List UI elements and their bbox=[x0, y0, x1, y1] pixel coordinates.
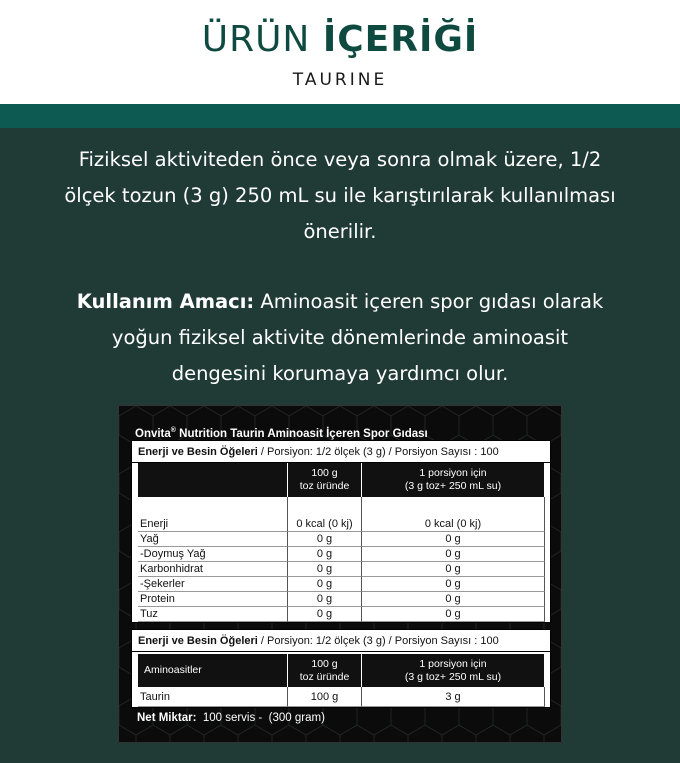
column-header-per-serving-b: (3 g toz+ 250 mL su) bbox=[404, 670, 502, 683]
column-header-per-serving-a: 1 porsiyon için bbox=[419, 467, 487, 479]
row-per-serving: 3 g bbox=[362, 687, 545, 707]
row-name: -Doymuş Yağ bbox=[138, 547, 288, 562]
nutrition-table-header-rest: / Porsiyon: 1/2 ölçek (3 g) / Porsiyon Sayısı : 100 bbox=[257, 446, 499, 458]
row-per100: 0 g bbox=[288, 577, 362, 592]
page-title-light: ÜRÜN bbox=[201, 19, 323, 60]
row-per-serving: 0 g bbox=[362, 577, 545, 592]
page-title bbox=[0, 18, 680, 62]
usage-line-1: Fiziksel aktiviteden önce veya sonra olmak üzere, 1/2 bbox=[78, 148, 602, 171]
row-per100: 0 g bbox=[288, 592, 362, 607]
column-header-per-serving bbox=[362, 654, 545, 687]
label-title-rest: Nutrition Taurin Aminoasit İçeren Spor Gıdası bbox=[175, 427, 428, 440]
column-header-per-serving-b: (3 g toz+ 250 mL su) bbox=[404, 480, 502, 492]
row-name: Karbonhidrat bbox=[138, 562, 288, 577]
row-name: Enerji bbox=[138, 517, 288, 532]
amino-table-header-rest: / Porsiyon: 1/2 ölçek (3 g) / Porsiyon Sayısı : 100 bbox=[257, 635, 499, 647]
purpose-text bbox=[10, 284, 670, 392]
column-header-name bbox=[138, 463, 288, 497]
row-per-serving: 0 g bbox=[362, 562, 545, 577]
row-name: -Şekerler bbox=[138, 577, 288, 592]
row-name: Tuz bbox=[138, 607, 288, 622]
nutrition-table-header bbox=[132, 441, 550, 463]
row-per100: 0 g bbox=[288, 607, 362, 622]
purpose-label: Kullanım Amacı: bbox=[76, 290, 255, 313]
row-per-serving: 0 kcal (0 kj) bbox=[362, 517, 545, 532]
row-per-serving: 0 g bbox=[362, 607, 545, 622]
amino-acid-table bbox=[131, 629, 551, 708]
page-header bbox=[0, 0, 680, 104]
net-quantity-label: Net Miktar: bbox=[137, 712, 197, 724]
amino-table-header-bold: Enerji ve Besin Öğeleri bbox=[138, 635, 258, 647]
purpose-line-1-rest: Aminoasit içeren spor gıdası olarak bbox=[254, 290, 604, 313]
purpose-line-2: yoğun fiziksel aktivite dönemlerinde aminoasit bbox=[111, 326, 569, 349]
column-header-per-serving-a: 1 porsiyon için bbox=[419, 657, 487, 670]
net-quantity-value: 100 servis - (300 gram) bbox=[196, 712, 325, 724]
header-gap bbox=[362, 497, 545, 517]
nutrition-label bbox=[131, 422, 551, 730]
column-header-per100-b: toz üründe bbox=[299, 480, 350, 492]
row-name: Taurin bbox=[138, 687, 288, 707]
column-header-per100-a: 100 g bbox=[311, 467, 338, 479]
row-per-serving: 0 g bbox=[362, 592, 545, 607]
nutrition-table bbox=[131, 440, 551, 623]
column-header-per100-b: toz üründe bbox=[299, 670, 350, 683]
label-title bbox=[131, 422, 551, 440]
column-header-per100 bbox=[288, 463, 362, 497]
amino-table-header bbox=[132, 630, 550, 652]
product-label-image bbox=[118, 405, 562, 743]
page-title-bold: İÇERİĞİ bbox=[322, 19, 479, 60]
column-header-per100-a: 100 g bbox=[311, 657, 338, 670]
nutrition-grid bbox=[138, 463, 550, 622]
header-gap bbox=[138, 497, 288, 517]
row-per100: 0 kcal (0 kj) bbox=[288, 517, 362, 532]
row-per100: 0 g bbox=[288, 532, 362, 547]
amino-grid bbox=[138, 652, 550, 707]
row-name: Protein bbox=[138, 592, 288, 607]
header-gap bbox=[288, 497, 362, 517]
purpose-line-1 bbox=[10, 284, 670, 320]
column-header-per100 bbox=[288, 654, 362, 687]
usage-line-3: önerilir. bbox=[303, 220, 377, 243]
label-brand: Onvita bbox=[135, 427, 171, 440]
row-per100: 0 g bbox=[288, 562, 362, 577]
header-stripe bbox=[0, 104, 680, 128]
page-subtitle: TAURINE bbox=[292, 70, 388, 90]
purpose-line-3: dengesini korumaya yardımcı olur. bbox=[171, 362, 509, 385]
row-per100: 0 g bbox=[288, 547, 362, 562]
nutrition-table-header-bold: Enerji ve Besin Öğeleri bbox=[138, 446, 258, 458]
net-quantity bbox=[131, 708, 551, 728]
row-name: Yağ bbox=[138, 532, 288, 547]
registered-mark: ® bbox=[170, 427, 176, 434]
usage-text bbox=[10, 142, 670, 250]
column-header-per-serving bbox=[362, 463, 545, 497]
row-per100: 100 g bbox=[288, 687, 362, 707]
column-header-amino: Aminoasitler bbox=[138, 654, 288, 687]
usage-line-2: ölçek tozun (3 g) 250 mL su ile karıştırılarak kullanılması bbox=[64, 184, 616, 207]
content-panel bbox=[0, 128, 680, 763]
row-per-serving: 0 g bbox=[362, 547, 545, 562]
row-per-serving: 0 g bbox=[362, 532, 545, 547]
